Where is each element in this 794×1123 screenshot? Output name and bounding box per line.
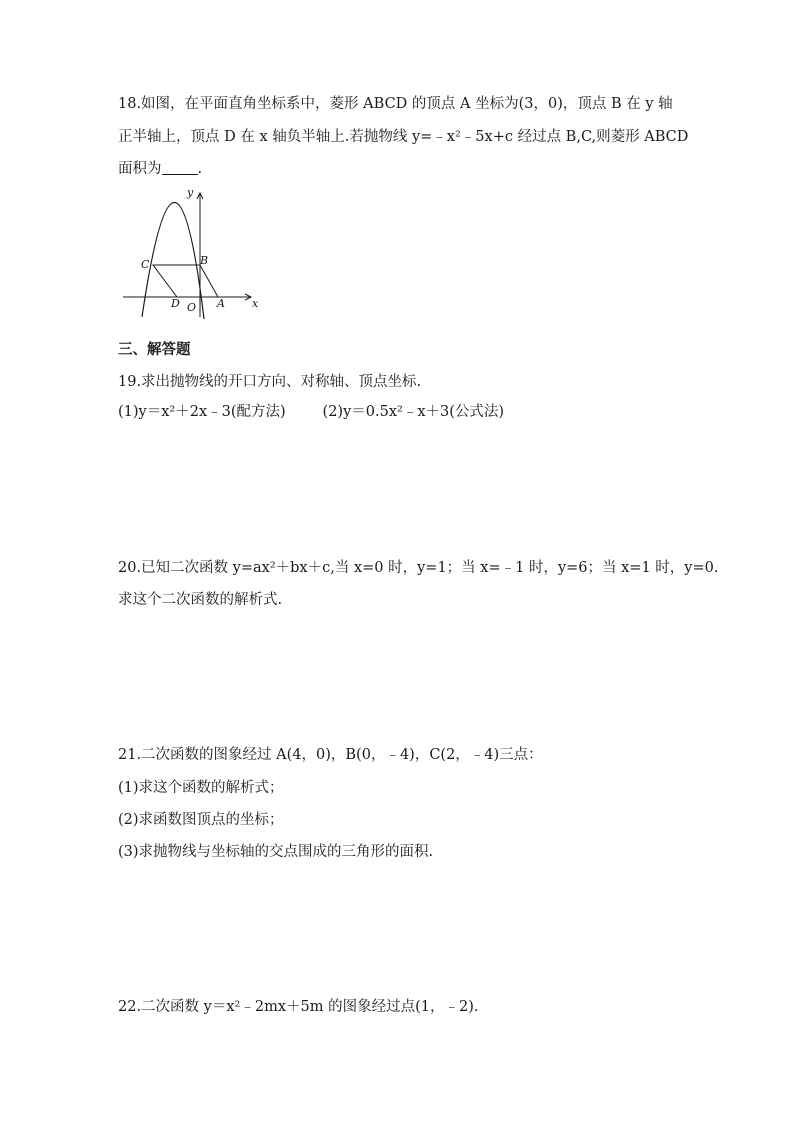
q18-line-2: 正半轴上，顶点 D 在 x 轴负半轴上.若抛物线 y=﹣x²﹣5x+c 经过点 B,C,则菱形 ABCD	[118, 129, 689, 145]
q18-line-1: 18.如图，在平面直角坐标系中，菱形 ABCD 的顶点 A 坐标为(3，0)，顶点 B 在 y 轴	[118, 96, 673, 112]
q22-line-1: 22.二次函数 y＝x²﹣2mx＋5m 的图象经过点(1，﹣2).	[118, 999, 479, 1015]
origin-label: O	[187, 301, 197, 314]
y-axis-label: y	[187, 186, 194, 199]
q18-line-3-suffix: .	[197, 161, 203, 177]
q21-line-3: (2)求函数图顶点的坐标；	[118, 812, 284, 828]
x-axis-label: x	[252, 297, 259, 310]
q19-line-2: (1)y＝x²＋2x﹣3(配方法) (2)y＝0.5x²﹣x＋3(公式法)	[118, 404, 505, 420]
answer-blank	[162, 160, 198, 175]
rhombus-parabola-figure	[118, 182, 268, 322]
q21-line-4: (3)求抛物线与坐标轴的交点围成的三角形的面积.	[118, 844, 434, 860]
point-b-label: B	[200, 254, 209, 267]
q18-line-3-prefix: 面积为	[118, 161, 162, 177]
point-a-label: A	[217, 297, 225, 310]
q21-line-1: 21.二次函数的图象经过 A(4，0)，B(0，﹣4)，C(2，﹣4)三点：	[118, 747, 543, 763]
section-3-heading: 三、解答题	[118, 342, 191, 358]
q20-line-1: 20.已知二次函数 y=ax²＋bx＋c,当 x=0 时，y=1；当 x=﹣1 时，y=6；当 x=1 时，y=0.	[118, 560, 719, 576]
point-c-label: C	[141, 258, 150, 271]
q20-line-2: 求这个二次函数的解析式.	[118, 592, 283, 608]
q19-line-1: 19.求出抛物线的开口方向、对称轴、顶点坐标.	[118, 374, 422, 390]
point-d-label: D	[171, 297, 180, 310]
q18-line-3	[118, 159, 202, 179]
rhombus-abcd	[153, 265, 218, 297]
q21-line-2: (1)求这个函数的解析式；	[118, 780, 284, 796]
